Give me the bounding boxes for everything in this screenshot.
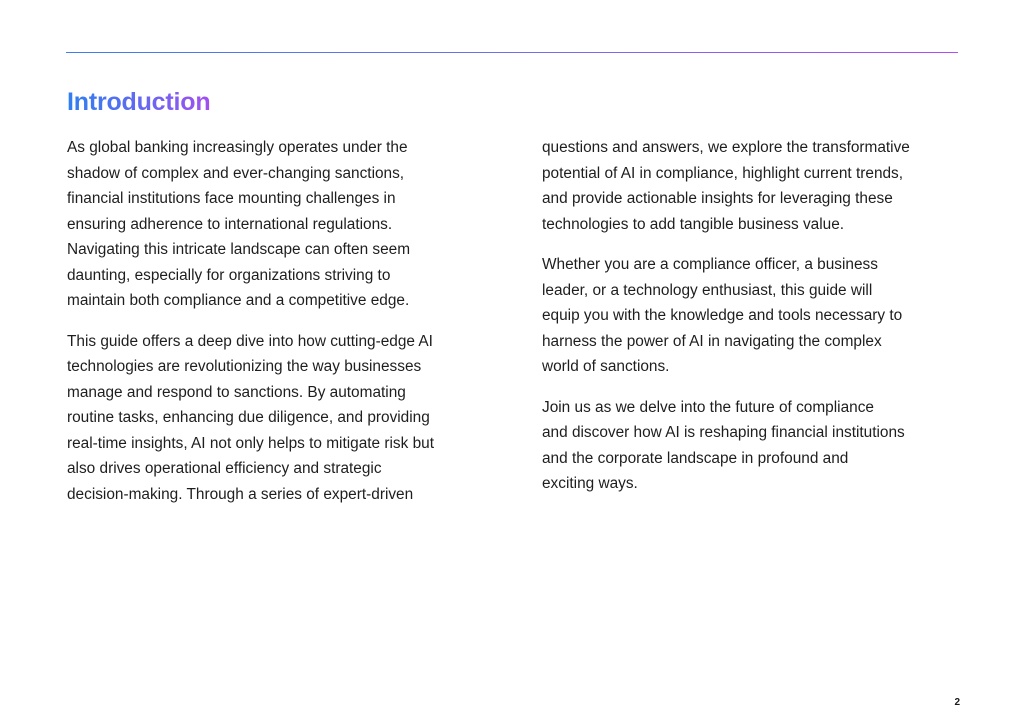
- text-line: Whether you are a compliance officer, a business: [542, 256, 878, 273]
- paragraph: [67, 329, 487, 508]
- paragraph: [67, 135, 487, 314]
- right-column: [542, 135, 962, 512]
- text-line: maintain both compliance and a competitive edge.: [67, 292, 410, 309]
- text-line: As global banking increasingly operates under the: [67, 139, 408, 156]
- text-line: ensuring adherence to international regulations.: [67, 215, 393, 233]
- text-line: Join us as we delve into the future of compliance: [542, 398, 874, 416]
- text-line: real-time insights, AI not only helps to mitigate risk but: [67, 434, 434, 452]
- text-line: technologies are revolutionizing the way businesses: [67, 358, 422, 375]
- text-line: potential of AI in compliance, highlight current trends,: [542, 164, 904, 182]
- text-line: financial institutions face mounting challenges in: [67, 190, 396, 207]
- text-line: also drives operational efficiency and strategic: [67, 460, 382, 477]
- text-line: equip you with the knowledge and tools necessary to: [542, 307, 903, 324]
- text-line: world of sanctions.: [542, 358, 670, 375]
- text-line: harness the power of AI in navigating the complex: [542, 332, 882, 350]
- text-line: technologies to add tangible business value.: [542, 215, 845, 233]
- text-line: leader, or a technology enthusiast, this guide will: [542, 281, 873, 299]
- text-line: daunting, especially for organizations striving to: [67, 266, 391, 284]
- page-number: 2: [954, 697, 960, 708]
- paragraph: [542, 252, 962, 380]
- text-line: This guide offers a deep dive into how cutting-edge AI: [67, 332, 433, 350]
- text-line: Navigating this intricate landscape can often seem: [67, 241, 411, 258]
- text-line: routine tasks, enhancing due diligence, and providing: [67, 409, 430, 426]
- text-line: manage and respond to sanctions. By automating: [67, 383, 406, 401]
- text-line: and discover how AI is reshaping financial institutions: [542, 424, 905, 441]
- paragraph: [542, 135, 962, 237]
- paragraph: [542, 395, 962, 497]
- text-line: exciting ways.: [542, 475, 638, 492]
- text-line: and the corporate landscape in profound and: [542, 449, 849, 467]
- left-column: [67, 135, 487, 522]
- text-line: questions and answers, we explore the transformative: [542, 139, 910, 156]
- text-line: decision-making. Through a series of expert-driven: [67, 485, 414, 503]
- text-line: shadow of complex and ever-changing sanctions,: [67, 164, 405, 182]
- header-divider: [66, 52, 958, 53]
- page-title: Introduction: [67, 88, 211, 116]
- text-line: and provide actionable insights for leveraging these: [542, 190, 893, 207]
